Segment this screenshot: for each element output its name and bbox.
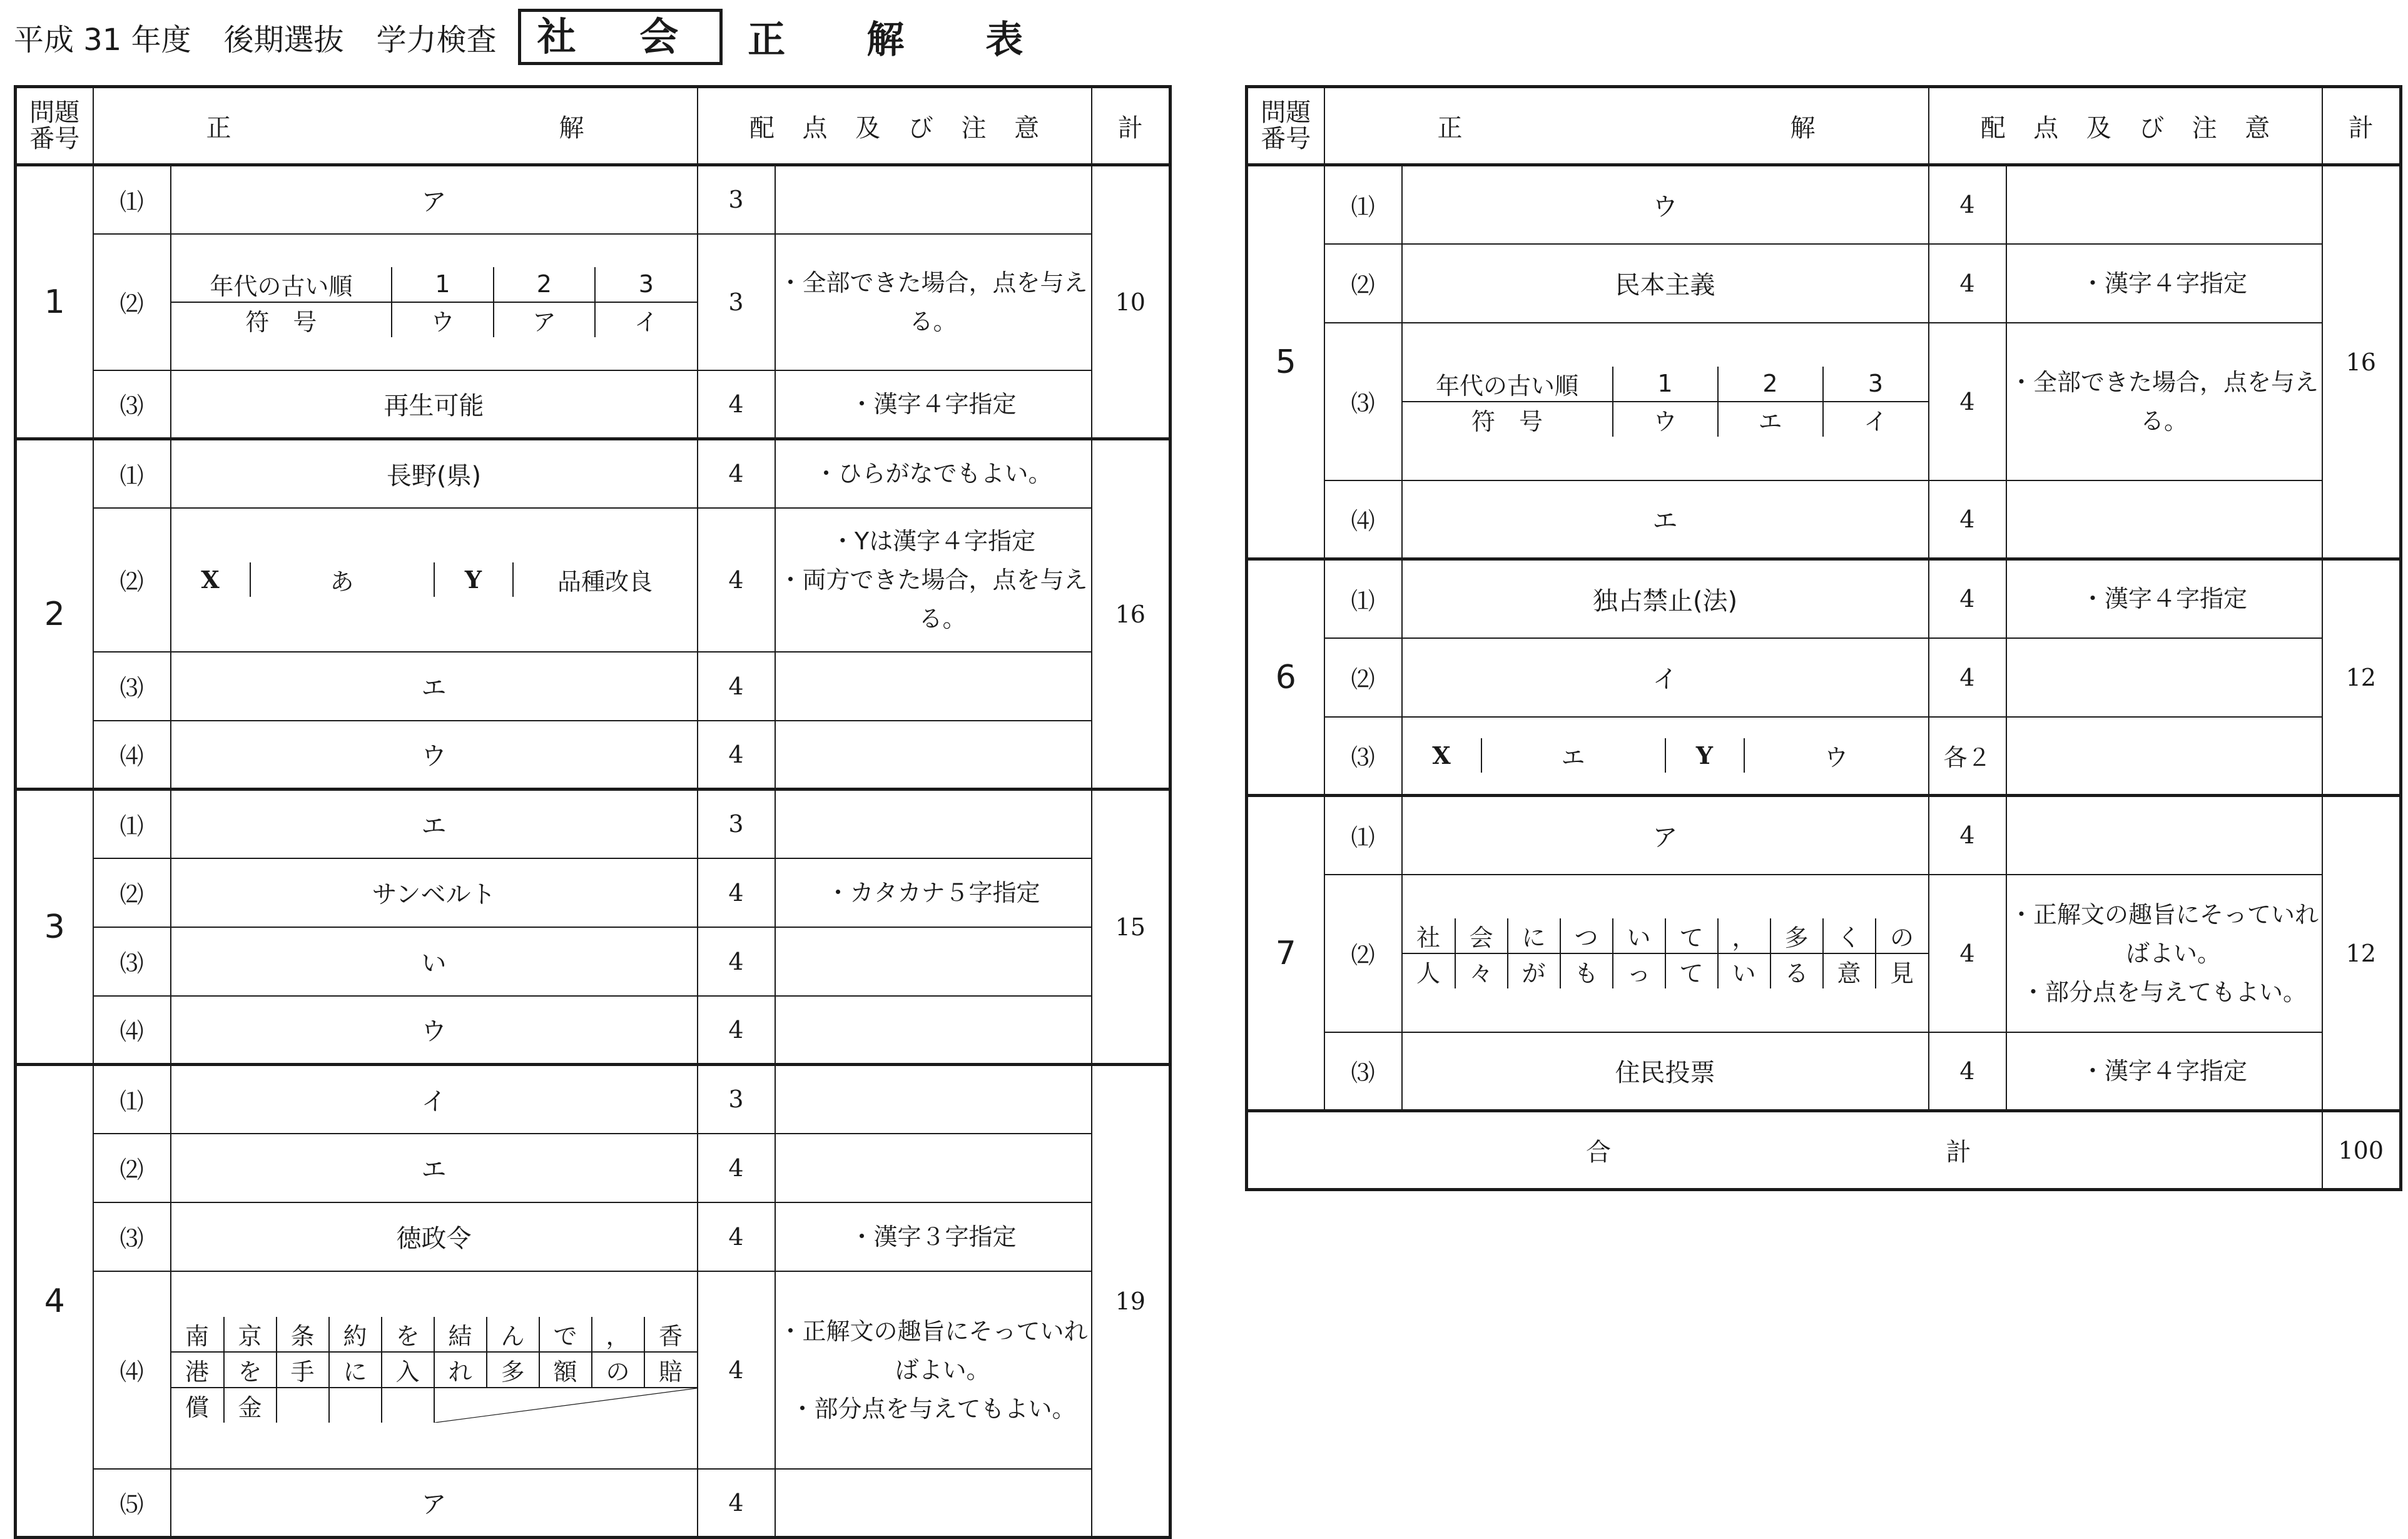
q6-part3-note xyxy=(2006,717,2322,796)
q1-part2-note: ・全部できた場合，点を与える。 xyxy=(775,234,1092,370)
note-line: ・両方できた場合，点を与える。 xyxy=(778,566,1088,632)
q7-part1-note xyxy=(2006,796,2322,875)
grid-char: の xyxy=(592,1352,644,1388)
q2-part2-row xyxy=(16,508,1171,652)
note-line: ・正解文の趣旨にそっていればよい。 xyxy=(778,1317,1088,1384)
order-1: 1 xyxy=(392,267,493,302)
grid-char: っ xyxy=(1613,953,1665,988)
y-label: Y xyxy=(1665,738,1744,773)
grid-char: 見 xyxy=(1876,953,1928,988)
q5-order-grid xyxy=(1403,367,1928,437)
q6-total: 12 xyxy=(2322,559,2401,796)
header-row xyxy=(16,87,1171,165)
q2-part2-answer xyxy=(171,508,698,652)
q5-part3-row xyxy=(1247,323,2401,480)
q1-part2-row xyxy=(16,234,1171,370)
q2-part4-note xyxy=(775,721,1092,790)
q1-part3-label: ⑶ xyxy=(93,370,171,439)
q7-part1-answer: ア xyxy=(1402,796,1929,875)
q3-part1-label: ⑴ xyxy=(93,790,171,858)
q4-part1-row xyxy=(16,1065,1171,1134)
q7-part3-note: ・漢字４字指定 xyxy=(2006,1032,2322,1111)
q4-part5-row xyxy=(16,1469,1171,1538)
grid-char: 意 xyxy=(1823,953,1876,988)
q4-part3-points: 4 xyxy=(698,1202,775,1271)
q1-part3-note: ・漢字４字指定 xyxy=(775,370,1092,439)
grid-char: 条 xyxy=(277,1317,329,1352)
x-answer: あ xyxy=(250,562,434,597)
q4-part4-note xyxy=(775,1271,1092,1469)
q1-number: 1 xyxy=(16,165,93,439)
q7-part1-row xyxy=(1247,796,2401,875)
order-2: 2 xyxy=(1718,367,1823,402)
diagonal-strike-line xyxy=(435,1388,697,1423)
symbol-3: イ xyxy=(1823,402,1928,437)
q6-part1-row xyxy=(1247,559,2401,638)
q5-part2-note: ・漢字４字指定 xyxy=(2006,244,2322,323)
q3-part2-answer: サンベルト xyxy=(171,858,698,927)
order-3: 3 xyxy=(1823,367,1928,402)
q3-part1-answer: エ xyxy=(171,790,698,858)
grid-char: 南 xyxy=(171,1317,224,1352)
q1-order-grid xyxy=(171,267,697,337)
y-answer: 品種改良 xyxy=(513,562,697,597)
q5-part1-answer: ウ xyxy=(1402,165,1929,244)
q2-part3-label: ⑶ xyxy=(93,652,171,721)
q2-part3-answer: エ xyxy=(171,652,698,721)
q5-part1-points: 4 xyxy=(1929,165,2006,244)
symbol-1: ウ xyxy=(392,302,493,337)
q3-part3-answer: い xyxy=(171,927,698,996)
q6-part3-row xyxy=(1247,717,2401,796)
grid-char: ， xyxy=(592,1317,644,1352)
q3-part2-note: ・カタカナ５字指定 xyxy=(775,858,1092,927)
header-total: 計 xyxy=(1092,87,1171,165)
x-label: X xyxy=(1403,738,1481,773)
symbol-3: イ xyxy=(595,302,696,337)
q6-part2-note xyxy=(2006,638,2322,717)
grid-char: い xyxy=(1718,953,1770,988)
q3-part4-row xyxy=(16,996,1171,1065)
q2-part2-points: 4 xyxy=(698,508,775,652)
title-exam: 後期選抜 xyxy=(223,22,344,58)
q5-part3-points: 4 xyxy=(1929,323,2006,480)
q1-total: 10 xyxy=(1092,165,1171,439)
q7-part3-answer: 住民投票 xyxy=(1402,1032,1929,1111)
q5-part1-row xyxy=(1247,165,2401,244)
q4-part4-points: 4 xyxy=(698,1271,775,1469)
q4-part5-note xyxy=(775,1469,1092,1538)
subject-box: 社 会 xyxy=(518,9,723,65)
symbol-2: エ xyxy=(1718,402,1823,437)
q7-part1-label: ⑴ xyxy=(1324,796,1402,875)
q5-part4-note xyxy=(2006,480,2322,559)
q5-part1-note xyxy=(2006,165,2322,244)
q2-part4-points: 4 xyxy=(698,721,775,790)
symbol-label: 符 号 xyxy=(1403,402,1613,437)
header-answer: 正 解 xyxy=(1324,87,1929,165)
header-total: 計 xyxy=(2322,87,2401,165)
grid-char: る xyxy=(1770,953,1823,988)
q4-part2-answer: エ xyxy=(171,1134,698,1202)
q2-part4-row xyxy=(16,721,1171,790)
grid-char xyxy=(382,1388,434,1423)
q4-part5-label: ⑸ xyxy=(93,1469,171,1538)
q5-part2-answer: 民本主義 xyxy=(1402,244,1929,323)
q4-part3-answer: 徳政令 xyxy=(171,1202,698,1271)
grand-total-label: 合 計 xyxy=(1247,1111,2322,1190)
grid-char: 約 xyxy=(329,1317,382,1352)
q5-part3-note: ・全部できた場合，点を与える。 xyxy=(2006,323,2322,480)
q7-part2-answer xyxy=(1402,875,1929,1032)
grid-char: 々 xyxy=(1455,953,1508,988)
grid-char: 結 xyxy=(434,1317,487,1352)
title-year: 平成 31 年度 xyxy=(14,22,191,58)
grid-char: 会 xyxy=(1455,918,1508,953)
q5-part3-label: ⑶ xyxy=(1324,323,1402,480)
q4-part1-label: ⑴ xyxy=(93,1065,171,1134)
grid-char: で xyxy=(539,1317,592,1352)
header-notes: 配 点 及 び 注 意 xyxy=(1929,87,2322,165)
grid-char: て xyxy=(1665,918,1718,953)
q5-part2-label: ⑵ xyxy=(1324,244,1402,323)
symbol-2: ア xyxy=(494,302,595,337)
q3-part1-points: 3 xyxy=(698,790,775,858)
header-row xyxy=(1247,87,2401,165)
order-2: 2 xyxy=(494,267,595,302)
grid-char: 多 xyxy=(487,1352,539,1388)
q7-part3-points: 4 xyxy=(1929,1032,2006,1111)
q3-part4-label: ⑷ xyxy=(93,996,171,1065)
q1-part1-label: ⑴ xyxy=(93,165,171,234)
order-3: 3 xyxy=(595,267,696,302)
q7-part2-row xyxy=(1247,875,2401,1032)
q4-part3-label: ⑶ xyxy=(93,1202,171,1271)
answer-table-right xyxy=(1245,85,2402,1191)
grid-strike-cell xyxy=(434,1388,697,1423)
q7-part3-label: ⑶ xyxy=(1324,1032,1402,1111)
q7-part3-row xyxy=(1247,1032,2401,1111)
grid-char: に xyxy=(1508,918,1560,953)
q1-part3-points: 4 xyxy=(698,370,775,439)
q2-part1-row xyxy=(16,439,1171,508)
grid-char: を xyxy=(382,1317,434,1352)
q4-part2-points: 4 xyxy=(698,1134,775,1202)
grid-char: も xyxy=(1560,953,1613,988)
q4-part4-answer xyxy=(171,1271,698,1469)
grid-char: 香 xyxy=(644,1317,697,1352)
q4-part1-points: 3 xyxy=(698,1065,775,1134)
chrono-label: 年代の古い順 xyxy=(1403,367,1613,402)
q5-part4-row xyxy=(1247,480,2401,559)
grid-char: 港 xyxy=(171,1352,224,1388)
q2-part2-note xyxy=(775,508,1092,652)
page-title xyxy=(14,9,1104,65)
q2-number: 2 xyxy=(16,439,93,790)
title-char-2: 解 xyxy=(866,18,905,62)
chrono-label: 年代の古い順 xyxy=(171,267,392,302)
q3-number: 3 xyxy=(16,790,93,1065)
q2-part1-note: ・ひらがなでもよい。 xyxy=(775,439,1092,508)
q3-part2-row xyxy=(16,858,1171,927)
q2-part1-label: ⑴ xyxy=(93,439,171,508)
header-qnum: 問題 番号 xyxy=(1247,87,1324,165)
grid-char: い xyxy=(1613,918,1665,953)
note-line: ・部分点を与えてもよい。 xyxy=(2021,978,2307,1006)
q4-part5-answer: ア xyxy=(171,1469,698,1538)
q1-part3-row xyxy=(16,370,1171,439)
q5-number: 5 xyxy=(1247,165,1324,559)
q3-part4-points: 4 xyxy=(698,996,775,1065)
note-line: ・Yは漢字４字指定 xyxy=(830,527,1036,555)
q5-total: 16 xyxy=(2322,165,2401,559)
y-label: Y xyxy=(434,562,513,597)
q6-number: 6 xyxy=(1247,559,1324,796)
grid-char xyxy=(329,1388,382,1423)
grid-char: の xyxy=(1876,918,1928,953)
q3-part2-label: ⑵ xyxy=(93,858,171,927)
grid-char: 多 xyxy=(1770,918,1823,953)
q4-writing-grid xyxy=(171,1317,697,1423)
q5-part2-points: 4 xyxy=(1929,244,2006,323)
symbol-1: ウ xyxy=(1613,402,1718,437)
q3-total: 15 xyxy=(1092,790,1171,1065)
q6-part2-points: 4 xyxy=(1929,638,2006,717)
answer-table-left xyxy=(14,85,1172,1539)
note-line: ・部分点を与えてもよい。 xyxy=(790,1394,1076,1423)
q3-part2-points: 4 xyxy=(698,858,775,927)
x-label: X xyxy=(171,562,250,597)
q7-writing-grid xyxy=(1403,918,1928,988)
q2-part4-label: ⑷ xyxy=(93,721,171,790)
q2-part1-answer: 長野(県) xyxy=(171,439,698,508)
q4-number: 4 xyxy=(16,1065,93,1538)
q2-part1-points: 4 xyxy=(698,439,775,508)
header-qnum: 問題 番号 xyxy=(16,87,93,165)
q7-number: 7 xyxy=(1247,796,1324,1111)
q3-part4-note xyxy=(775,996,1092,1065)
q6-part2-label: ⑵ xyxy=(1324,638,1402,717)
title-char-3: 表 xyxy=(985,18,1024,62)
grand-total-row xyxy=(1247,1111,2401,1190)
q7-part2-label: ⑵ xyxy=(1324,875,1402,1032)
header-notes: 配 点 及 び 注 意 xyxy=(698,87,1092,165)
q6-part1-note: ・漢字４字指定 xyxy=(2006,559,2322,638)
grand-total-value: 100 xyxy=(2322,1111,2401,1190)
grid-char: を xyxy=(224,1352,277,1388)
order-1: 1 xyxy=(1613,367,1718,402)
symbol-label: 符 号 xyxy=(171,302,392,337)
q4-part3-row xyxy=(16,1202,1171,1271)
grid-char: 賠 xyxy=(644,1352,697,1388)
q2-total: 16 xyxy=(1092,439,1171,790)
q4-part2-row xyxy=(16,1134,1171,1202)
q7-part2-points: 4 xyxy=(1929,875,2006,1032)
q6-part3-answer xyxy=(1402,717,1929,796)
q6-part3-points: 各２ xyxy=(1929,717,2006,796)
grid-char: て xyxy=(1665,953,1718,988)
q4-part3-note: ・漢字３字指定 xyxy=(775,1202,1092,1271)
q7-part2-note xyxy=(2006,875,2322,1032)
q7-total: 12 xyxy=(2322,796,2401,1111)
y-answer: ウ xyxy=(1744,738,1928,773)
header-answer: 正 解 xyxy=(93,87,698,165)
title-test: 学力検査 xyxy=(376,22,497,58)
grid-char: ん xyxy=(487,1317,539,1352)
q3-part1-row xyxy=(16,790,1171,858)
grid-char: が xyxy=(1508,953,1560,988)
q1-part1-note xyxy=(775,165,1092,234)
grid-char: 社 xyxy=(1403,918,1455,953)
q4-part2-note xyxy=(775,1134,1092,1202)
q3-part3-row xyxy=(16,927,1171,996)
q1-part1-points: 3 xyxy=(698,165,775,234)
grid-char xyxy=(277,1388,329,1423)
q2-part3-row xyxy=(16,652,1171,721)
q5-part1-label: ⑴ xyxy=(1324,165,1402,244)
q6-xy-grid xyxy=(1403,738,1928,773)
grid-char: 手 xyxy=(277,1352,329,1388)
q2-part3-points: 4 xyxy=(698,652,775,721)
q2-part3-note xyxy=(775,652,1092,721)
q3-part3-note xyxy=(775,927,1092,996)
q7-part1-points: 4 xyxy=(1929,796,2006,875)
grid-char: 人 xyxy=(1403,953,1455,988)
q1-part2-answer xyxy=(171,234,698,370)
q6-part3-label: ⑶ xyxy=(1324,717,1402,796)
q2-xy-grid xyxy=(171,562,697,597)
q6-part1-label: ⑴ xyxy=(1324,559,1402,638)
grid-char: 金 xyxy=(224,1388,277,1423)
q1-part2-points: 3 xyxy=(698,234,775,370)
q2-part4-answer: ウ xyxy=(171,721,698,790)
q3-part3-points: 4 xyxy=(698,927,775,996)
q5-part2-row xyxy=(1247,244,2401,323)
q4-part4-label: ⑷ xyxy=(93,1271,171,1469)
q6-part1-points: 4 xyxy=(1929,559,2006,638)
grid-char: く xyxy=(1823,918,1876,953)
q6-part2-answer: イ xyxy=(1402,638,1929,717)
q2-part2-label: ⑵ xyxy=(93,508,171,652)
q6-part2-row xyxy=(1247,638,2401,717)
q5-part4-points: 4 xyxy=(1929,480,2006,559)
title-char-1: 正 xyxy=(748,18,786,62)
q1-part1-row xyxy=(16,165,1171,234)
q3-part1-note xyxy=(775,790,1092,858)
grid-char: れ xyxy=(434,1352,487,1388)
q4-part4-row xyxy=(16,1271,1171,1469)
q5-part3-answer xyxy=(1402,323,1929,480)
q4-part2-label: ⑵ xyxy=(93,1134,171,1202)
q1-part2-label: ⑵ xyxy=(93,234,171,370)
grid-char: 入 xyxy=(382,1352,434,1388)
q1-part1-answer: ア xyxy=(171,165,698,234)
x-answer: エ xyxy=(1481,738,1665,773)
grid-char: ， xyxy=(1718,918,1770,953)
grid-char: 償 xyxy=(171,1388,224,1423)
grid-char: つ xyxy=(1560,918,1613,953)
q4-total: 19 xyxy=(1092,1065,1171,1538)
q5-part4-answer: エ xyxy=(1402,480,1929,559)
q3-part4-answer: ウ xyxy=(171,996,698,1065)
note-line: ・正解文の趣旨にそっていればよい。 xyxy=(2009,900,2319,967)
grid-char: 京 xyxy=(224,1317,277,1352)
q3-part3-label: ⑶ xyxy=(93,927,171,996)
q4-part5-points: 4 xyxy=(698,1469,775,1538)
q6-part1-answer: 独占禁止(法) xyxy=(1402,559,1929,638)
q4-part1-answer: イ xyxy=(171,1065,698,1134)
q5-part4-label: ⑷ xyxy=(1324,480,1402,559)
q4-part1-note xyxy=(775,1065,1092,1134)
grid-char: に xyxy=(329,1352,382,1388)
q1-part3-answer: 再生可能 xyxy=(171,370,698,439)
grid-char: 額 xyxy=(539,1352,592,1388)
